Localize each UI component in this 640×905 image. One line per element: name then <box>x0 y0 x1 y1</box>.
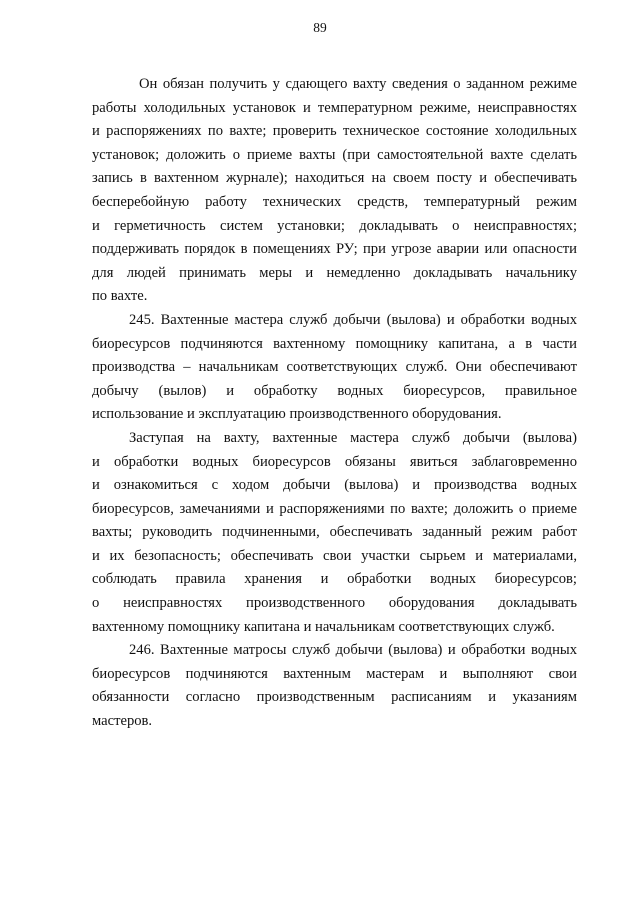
text-line: биоресурсов подчиняются вахтенному помощнику капитана, а в части <box>92 335 577 352</box>
text-line: 245. Вахтенные мастера служб добычи (вылова) и обработки водных <box>129 311 577 328</box>
text-line: запись в вахтенном журнале); находиться на своем посту и обеспечивать <box>92 170 577 187</box>
text-line: и ознакомиться с ходом добычи (вылова) и производства водных <box>92 477 577 494</box>
text-line: поддерживать порядок в помещениях РУ; при угрозе аварии или опасности <box>92 241 577 258</box>
text-line: обязанности согласно производственным расписаниям и указаниям <box>92 689 577 706</box>
text-line: Он обязан получить у сдающего вахту сведения о заданном режиме <box>139 76 577 92</box>
text-line: работы холодильных установок и температурном режиме, неисправностях <box>92 99 577 116</box>
text-line: 246. Вахтенные матросы служб добычи (вылова) и обработки водных <box>129 642 577 659</box>
text-line: и герметичность систем установки; докладывать о неисправностях; <box>92 217 577 234</box>
page-number: 89 <box>313 20 327 35</box>
text-line: биоресурсов подчиняются вахтенным мастерам и выполняют свои <box>92 665 577 682</box>
text-line: добычу (вылов) и обработку водных биоресурсов, правильное <box>92 382 577 399</box>
paragraph-245 <box>92 309 577 427</box>
text-line: установок; доложить о приеме вахты (при самостоятельной вахте сделать <box>92 146 577 163</box>
text-line: вахты; руководить подчиненными, обеспечивать заданный режим работ <box>92 524 577 541</box>
text-line: по вахте. <box>92 288 148 305</box>
text-line: соблюдать правила хранения и обработки водных биоресурсов; <box>92 571 577 588</box>
text-line: для людей принимать меры и немедленно докладывать начальнику <box>92 264 577 281</box>
text-line: и их безопасность; обеспечивать свои участки сырьем и материалами, <box>92 547 577 564</box>
text-line: вахтенному помощнику капитана и начальникам соответствующих служб. <box>92 618 555 635</box>
text-line: бесперебойную работу технических средств, температурный режим <box>92 193 577 210</box>
paragraph-246 <box>92 639 577 733</box>
text-line: и обработки водных биоресурсов обязаны явиться заблаговременно <box>92 453 577 470</box>
text-line: о неисправностях производственного оборудования докладывать <box>92 595 577 612</box>
text-line: использование и эксплуатацию производственного оборудования. <box>92 406 502 423</box>
paragraph-watch-masters <box>92 427 577 639</box>
text-line: производства – начальникам соответствующих служб. Они обеспечивают <box>92 359 577 376</box>
text-line: мастеров. <box>92 713 153 730</box>
text-line: Заступая на вахту, вахтенные мастера служб добычи (вылова) <box>129 429 577 446</box>
paragraph-watch-duties <box>92 73 577 309</box>
text-line: и распоряжениях по вахте; проверить техническое состояние холодильных <box>92 123 577 140</box>
text-line: биоресурсов, замечаниями и распоряжениями по вахте; доложить о приеме <box>92 500 577 517</box>
document-body <box>92 73 577 734</box>
